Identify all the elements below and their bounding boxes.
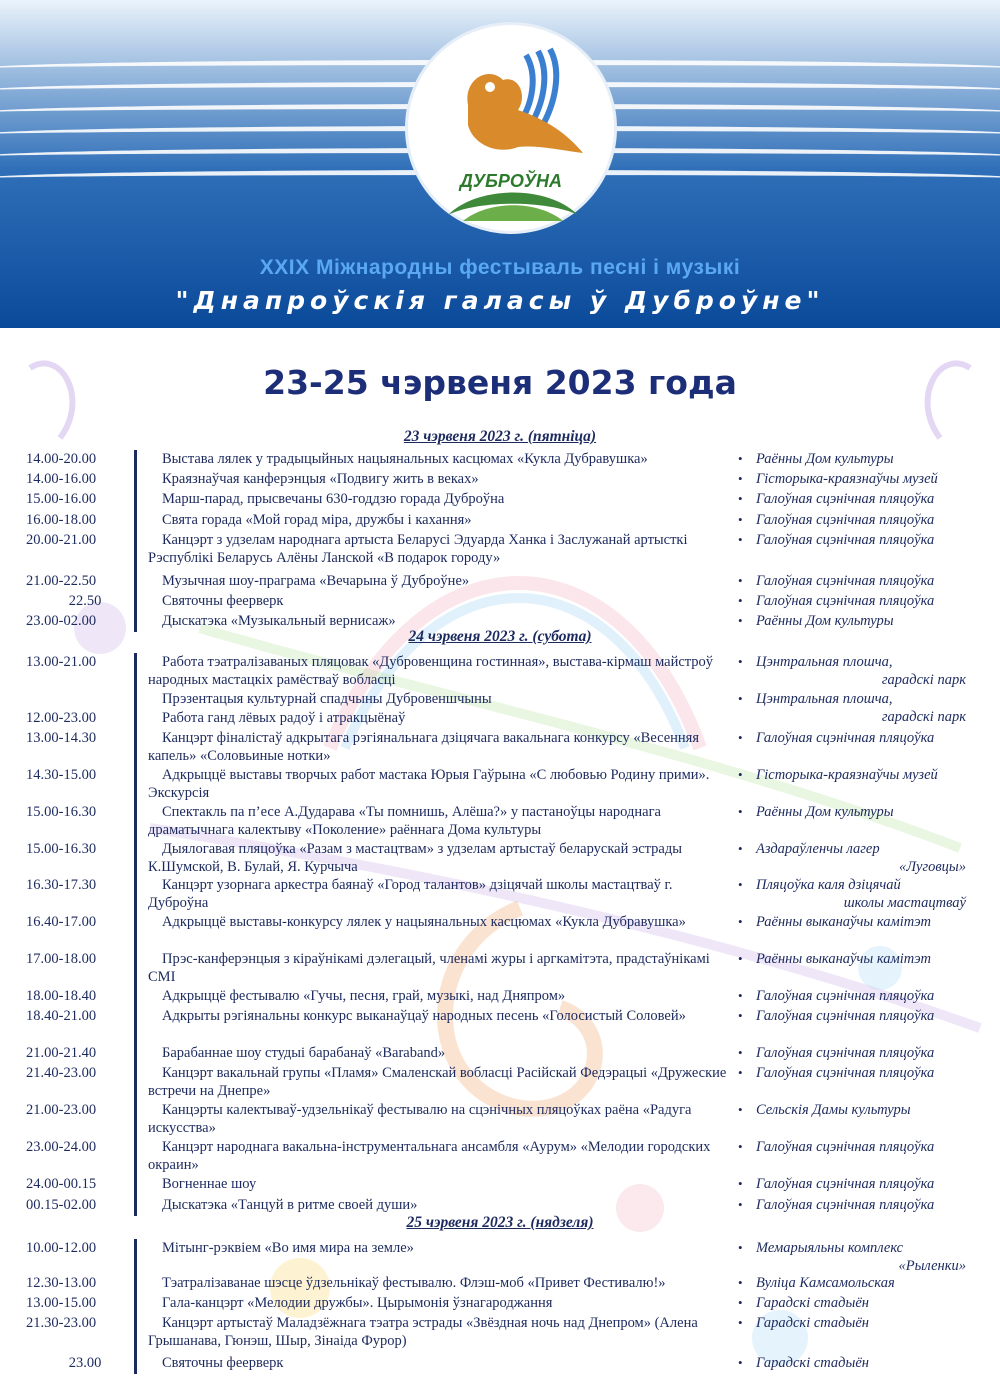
event-title: Канцэрты калектываў-удзельнікаў фестывалю на сцэнічных пляцоўках раёна «Радуга искусства»	[148, 1102, 692, 1136]
event-venue	[756, 803, 966, 821]
event-title: Святочны феерверк	[162, 593, 284, 609]
event-venue	[756, 490, 966, 508]
event-venue	[756, 987, 966, 1005]
event-time: 10.00-12.00	[26, 1240, 97, 1256]
event-title: Канцэрт артыстаў Маладзёжнага тэатра эстрады «Звёздная ночь над Днепром» (Алена Грышанава, Гюнэш, Шыр, Зінаіда Фурор)	[148, 1315, 698, 1349]
event-venue	[756, 876, 966, 912]
event-time: 16.40-17.00	[26, 914, 97, 930]
bullet-dot-icon: •	[738, 914, 743, 929]
venue-line: Галоўная сцэнічная пляцоўка	[756, 1139, 935, 1155]
venue-line: Галоўная сцэнічная пляцоўка	[756, 1065, 935, 1081]
bullet-dot-icon: •	[738, 1102, 743, 1117]
bullet-dot-icon: •	[738, 512, 743, 527]
event-venue	[756, 1101, 966, 1119]
bullet-dot-icon: •	[738, 1139, 743, 1154]
event-venue	[756, 729, 966, 747]
event-time: 14.00-20.00	[26, 451, 97, 467]
event-title: Прэс-канферэнцыя з кіраўнікамі дэлегацый, членамі журы і аргкамітэта, прадстаўнікамі СМІ	[148, 951, 710, 985]
venue-line: Галоўная сцэнічная пляцоўка	[756, 532, 935, 548]
event-time: 13.00-14.30	[26, 730, 97, 746]
bullet-dot-icon: •	[738, 573, 743, 588]
bullet-dot-icon: •	[738, 1315, 743, 1330]
event-time: 18.40-21.00	[26, 1008, 97, 1024]
festival-name: "Днапроўскія галасы ў Дуброўне"	[175, 286, 825, 315]
event-time: 22.50	[68, 593, 102, 609]
event-venue	[756, 1064, 966, 1082]
venue-line: Галоўная сцэнічная пляцоўка	[756, 988, 935, 1004]
event-time: 23.00	[68, 1355, 102, 1371]
event-time: 23.00-24.00	[26, 1139, 97, 1155]
venue-line: Гісторыка-краязнаўчы музей	[756, 767, 938, 783]
bullet-dot-icon: •	[738, 491, 743, 506]
event-venue	[756, 531, 966, 549]
venue-line: Пляцоўка каля дзіцячай	[756, 877, 901, 893]
event-venue	[756, 690, 966, 726]
day-title: 23 чэрвеня 2023 г. (пятніца)	[403, 428, 597, 445]
event-title: Краязнаўчая канферэнцыя «Подвигу жить в веках»	[162, 471, 479, 487]
bullet-dot-icon: •	[738, 951, 743, 966]
event-time: 15.00-16.30	[26, 841, 97, 857]
venue-line: Гісторыка-краязнаўчы музей	[756, 471, 938, 487]
day-title: 25 чэрвеня 2023 г. (нядзеля)	[406, 1214, 594, 1231]
venue-line: Галоўная сцэнічная пляцоўка	[756, 491, 935, 507]
event-venue	[756, 572, 966, 590]
event-venue	[756, 1294, 966, 1312]
event-venue	[756, 1044, 966, 1062]
event-title: Канцэрт узорнага аркестра баянаў «Город талантов» дзіцячай школы мастацтваў г. Дуброўна	[148, 877, 673, 911]
event-title: Канцэрт народнага вакальна-інструментальнага ансамбля «Аурум» «Мелодии городских окраин»	[148, 1139, 711, 1173]
event-time: 13.00-21.00	[26, 654, 97, 670]
bullet-dot-icon: •	[738, 1240, 743, 1255]
bird-with-reed-logo-icon	[408, 25, 614, 231]
event-time: 12.00-23.00	[26, 710, 97, 726]
event-title: Вогненнае шоу	[162, 1176, 257, 1192]
event-time: 14.30-15.00	[26, 767, 97, 783]
event-time: 17.00-18.00	[26, 951, 97, 967]
event-time: 13.00-15.00	[26, 1295, 97, 1311]
bullet-dot-icon: •	[738, 841, 743, 856]
event-time: 18.00-18.40	[26, 988, 97, 1004]
event-time: 21.00-22.50	[26, 573, 97, 589]
event-title: Адкрыццё фестывалю «Гучы, песня, грай, музыкі, над Дняпром»	[162, 988, 566, 1004]
bullet-dot-icon: •	[738, 1045, 743, 1060]
venue-line: Раённы Дом культуры	[756, 804, 894, 820]
event-title: Работа ганд лёвых радоў і атракцыёнаў	[162, 710, 406, 726]
event-title: Дыскатэка «Танцуй в ритме своей души»	[162, 1197, 418, 1213]
event-venue	[756, 840, 966, 876]
festival-dates: 23-25 чэрвеня 2023 года	[263, 363, 737, 402]
bullet-dot-icon: •	[738, 988, 743, 1003]
event-title: Музычная шоу-праграма «Вечарына ў Дуброўне»	[162, 573, 470, 589]
event-time: 20.00-21.00	[26, 532, 97, 548]
event-title: Святочны феерверк	[162, 1355, 284, 1371]
event-time: 16.30-17.30	[26, 877, 97, 893]
bullet-dot-icon: •	[738, 1355, 743, 1370]
venue-line: Раённы Дом культуры	[756, 451, 894, 467]
venue-line: Цэнтральная плошча,	[756, 691, 893, 707]
header-banner	[0, 0, 1000, 328]
bullet-dot-icon: •	[738, 532, 743, 547]
event-venue	[756, 1314, 966, 1332]
bullet-dot-icon: •	[738, 877, 743, 892]
bullet-dot-icon: •	[738, 471, 743, 486]
bullet-dot-icon: •	[738, 1295, 743, 1310]
bullet-dot-icon: •	[738, 451, 743, 466]
event-venue	[756, 1354, 966, 1372]
venue-line: Раённы выканаўчы камітэт	[756, 914, 931, 930]
event-venue	[756, 470, 966, 488]
venue-line: Галоўная сцэнічная пляцоўка	[756, 1176, 935, 1192]
venue-line-2: гарадскі парк	[881, 672, 966, 688]
venue-line: Галоўная сцэнічная пляцоўка	[756, 1008, 935, 1024]
event-venue	[756, 1175, 966, 1193]
event-title: Дыялогавая пляцоўка «Разам з мастацтвам» з удзелам артыстаў беларускай эстрады К.Шумской, В. Булай, Я. Курчыча	[148, 841, 682, 875]
event-title: Канцэрт фіналістаў адкрытага рэгіянальнага дзіцячага вакальнага конкурсу «Весенняя капель» «Соловьиные нотки»	[148, 730, 700, 764]
venue-line: Раённы Дом культуры	[756, 613, 894, 629]
event-title: Канцэрт вакальнай групы «Пламя» Смаленскай вобласці Расійскай Федэрацыі «Дружеские встречи на Днепре»	[148, 1065, 727, 1099]
event-time: 12.30-13.00	[26, 1275, 97, 1291]
event-time: 15.00-16.30	[26, 804, 97, 820]
event-title: Гала-канцэрт «Мелодии дружбы». Цырымонія ўзнагароджання	[162, 1295, 553, 1311]
bullet-dot-icon: •	[738, 593, 743, 608]
event-venue	[756, 450, 966, 468]
festival-logo	[405, 22, 617, 234]
bullet-dot-icon: •	[738, 767, 743, 782]
bullet-dot-icon: •	[738, 804, 743, 819]
logo-name: ДУБРОЎНА	[459, 171, 563, 191]
event-title: Тэатралізаванае шэсце ўдзельнікаў фестывалю. Флэш-моб «Привет Фестивалю!»	[162, 1275, 666, 1291]
bullet-dot-icon: •	[738, 1008, 743, 1023]
event-time: 21.30-23.00	[26, 1315, 97, 1331]
event-time: 21.40-23.00	[26, 1065, 97, 1081]
event-time: 23.00-02.00	[26, 613, 97, 629]
event-venue	[756, 511, 966, 529]
event-venue	[756, 1007, 966, 1025]
event-title: Адкрыццё выставы-конкурсу лялек у нацыянальных касцюмах «Кукла Дубравушка»	[162, 914, 686, 930]
venue-line: Галоўная сцэнічная пляцоўка	[756, 593, 935, 609]
event-venue	[756, 1274, 966, 1292]
venue-line: Галоўная сцэнічная пляцоўка	[756, 1045, 935, 1061]
venue-line: Раённы выканаўчы камітэт	[756, 951, 931, 967]
venue-line: Галоўная сцэнічная пляцоўка	[756, 512, 935, 528]
event-title: Выстава лялек у традыцыйных нацыянальных касцюмах «Кукла Дубравушка»	[162, 451, 648, 467]
event-time: 24.00-00.15	[26, 1176, 97, 1192]
event-title: Работа тэатралізаваных пляцовак «Дубровенщина гостинная», выстава-кірмаш майстроў народных мастацкіх рамёстваў вобласці	[148, 654, 714, 688]
bullet-dot-icon: •	[738, 1197, 743, 1212]
venue-line: Аздараўленчы лагер	[756, 841, 880, 857]
event-time: 15.00-16.00	[26, 491, 97, 507]
event-title: Марш-парад, прысвечаны 630-годдзю горада Дуброўна	[162, 491, 505, 507]
venue-line: Гарадскі стадыён	[756, 1315, 869, 1331]
venue-line: Галоўная сцэнічная пляцоўка	[756, 730, 935, 746]
event-title: Спектакль па п’есе А.Дударава «Ты помнишь, Алёша?» у пастаноўцы народнага драматычнага калектыву «Поколение» раённага Дома культуры	[148, 804, 661, 838]
day-title: 24 чэрвеня 2023 г. (субота)	[408, 628, 592, 645]
event-title: Свята горада «Мой горад міра, дружбы і кахання»	[162, 512, 472, 528]
venue-line: Цэнтральная плошча,	[756, 654, 893, 670]
bullet-dot-icon: •	[738, 1275, 743, 1290]
event-venue	[756, 913, 966, 931]
bullet-dot-icon: •	[738, 691, 743, 706]
event-venue	[756, 592, 966, 610]
event-time: 00.15-02.00	[26, 1197, 97, 1213]
bullet-dot-icon: •	[738, 730, 743, 745]
venue-line: Гарадскі стадыён	[756, 1355, 869, 1371]
venue-line-2: гарадскі парк	[881, 709, 966, 725]
event-venue	[756, 766, 966, 784]
event-venue	[756, 653, 966, 689]
venue-line-2: школы мастацтваў	[843, 895, 966, 911]
event-time: 21.00-23.00	[26, 1102, 97, 1118]
venue-line-2: «Рыленки»	[898, 1258, 966, 1274]
event-title: Адкрыты рэгіянальны конкурс выканаўцаў народных песень «Голосистый Соловей»	[162, 1008, 686, 1024]
event-title: Прэзентацыя культурнай спадчыны Дубровеншчыны	[162, 691, 492, 707]
bullet-dot-icon: •	[738, 1176, 743, 1191]
event-time: 14.00-16.00	[26, 471, 97, 487]
venue-line: Сельскія Дамы культуры	[756, 1102, 911, 1118]
bullet-dot-icon: •	[738, 613, 743, 628]
event-title: Дыскатэка «Музыкальный вернисаж»	[162, 613, 396, 629]
event-venue	[756, 1196, 966, 1214]
event-title: Мітынг-рэквіем «Во имя мира на земле»	[162, 1240, 414, 1256]
event-venue	[756, 1138, 966, 1156]
event-venue	[756, 950, 966, 968]
event-venue	[756, 1239, 966, 1275]
venue-line: Гарадскі стадыён	[756, 1295, 869, 1311]
festival-title: XXIX Міжнародны фестываль песні і музыкі	[259, 256, 741, 279]
venue-line: Галоўная сцэнічная пляцоўка	[756, 573, 935, 589]
event-title: Адкрыццё выставы творчых работ мастака Юрыя Гаўрына «С любовью Родину прими». Экскурсія	[148, 767, 710, 801]
bullet-dot-icon: •	[738, 654, 743, 669]
venue-line: Галоўная сцэнічная пляцоўка	[756, 1197, 935, 1213]
event-title: Барабаннае шоу студыі барабанаў «Baraband»	[162, 1045, 446, 1061]
venue-line: Вуліца Камсамольская	[756, 1275, 895, 1291]
bullet-dot-icon: •	[738, 1065, 743, 1080]
event-time: 16.00-18.00	[26, 512, 97, 528]
event-title: Канцэрт з удзелам народнага артыста Беларусі Эдуарда Ханка і Заслужанай артысткі Рэспублікі Беларусь Алёны Ланской «В подарок городу»	[148, 532, 688, 566]
event-time: 21.00-21.40	[26, 1045, 97, 1061]
venue-line: Мемарыяльны комплекс	[756, 1240, 904, 1256]
venue-line-2: «Луговцы»	[898, 859, 966, 875]
